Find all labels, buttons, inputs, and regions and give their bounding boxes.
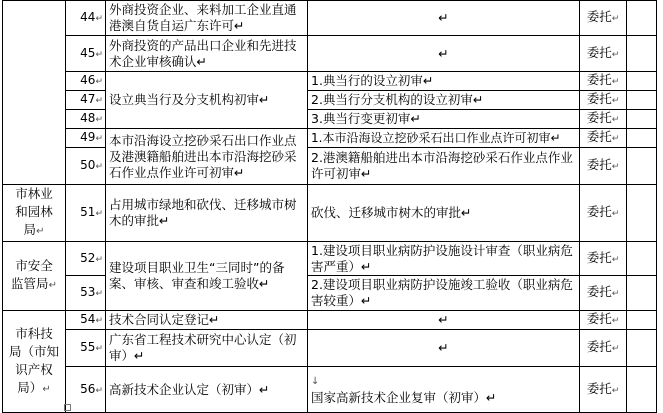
table-row [3, 311, 657, 330]
result-cell: 委托↵ [580, 367, 627, 413]
item-name: 设立典当行及分支机构初审↵ [106, 72, 308, 129]
table-row [3, 185, 657, 242]
result-cell: 委托↵ [580, 1, 627, 36]
result-cell: 委托↵ [580, 110, 627, 129]
row-number: 51↵ [66, 185, 106, 242]
item-name: 本市沿海设立挖砂采石出口作业点及港澳籍船舶进出本市沿海挖砂采石作业点作业许可初审↵ [106, 129, 308, 185]
result-cell: 委托↵ [580, 242, 627, 276]
org-cell-forestry [3, 185, 66, 242]
table-row [3, 91, 657, 110]
sub-item: ↵ [308, 330, 580, 367]
row-number: 54↵ [66, 311, 106, 330]
result-cell: 委托↵ [580, 148, 627, 185]
sub-item: ↵ [308, 1, 580, 36]
empty-cell [627, 242, 657, 276]
result-cell: 委托↵ [580, 129, 627, 148]
line-break-mark: ↓ [311, 375, 320, 387]
item-name: 外商投资企业、来料加工企业直通港澳自货自运广东许可↵ [106, 1, 308, 36]
delegation-table [2, 0, 657, 413]
empty-cell [627, 72, 657, 91]
sub-item: ↓ 国家高新技术企业复审（初审）↵ [308, 367, 580, 413]
result-cell: 委托↵ [580, 72, 627, 91]
result-cell: 委托↵ [580, 36, 627, 72]
sub-item: 1.典当行的设立初审↵ [308, 72, 580, 91]
empty-cell [627, 330, 657, 367]
item-name: 外商投资的产品出口企业和先进技术企业审核确认↵ [106, 36, 308, 72]
row-number: 52↵ [66, 242, 106, 276]
table-row [3, 367, 657, 413]
row-number: 53↵ [66, 276, 106, 311]
item-name: 广东省工程技术研究中心认定（初审）↵ [106, 330, 308, 367]
row-number: 46↵ [66, 72, 106, 91]
org-line: 市林业 [15, 186, 53, 201]
table-row [3, 242, 657, 276]
empty-cell [627, 129, 657, 148]
sub-item: 砍伐、迁移城市树木的审批↵ [308, 185, 580, 242]
empty-cell [627, 110, 657, 129]
item-name: 占用城市绿地和砍伐、迁移城市树木的审批↵ [106, 185, 308, 242]
org-line: 局↵ [23, 222, 45, 237]
org-line: 市科技 [15, 325, 53, 341]
empty-cell [627, 1, 657, 36]
org-line: 局）↵ [17, 379, 51, 395]
sub-item: 2.典当行分支机构的设立初审↵ [308, 91, 580, 110]
sub-item: 2.建设项目职业病防护设施竣工验收（职业病危害较重）↵ [308, 276, 580, 311]
org-cell-commerce [3, 1, 66, 185]
row-number: 45↵ [66, 36, 106, 72]
item-name: 高新技术企业认定（初审）↵ [106, 367, 308, 413]
org-line: 监管局↵ [11, 276, 57, 291]
result-cell: 委托↵ [580, 311, 627, 330]
sub-item: 1.建设项目职业病防护设施设计审查（职业病危害严重）↵ [308, 242, 580, 276]
table-row [3, 72, 657, 91]
org-cell-science [3, 311, 66, 413]
row-number: 50↵ [66, 148, 106, 185]
sub-item: ↵ [308, 36, 580, 72]
org-line: 局（市知 [8, 343, 59, 359]
sub-item: 1.本市沿海设立挖砂采石出口作业点许可初审↵ [308, 129, 580, 148]
sub-item: 3.典当行变更初审↵ [308, 110, 580, 129]
item-name: 建设项目职业卫生“三同时”的备案、审核、审查和竣工验收↵ [106, 242, 308, 311]
org-line: 市安全 [15, 258, 53, 273]
sub-item: 2.港澳籍船舶进出本市沿海挖砂采石作业点作业许可初审↵ [308, 148, 580, 185]
table-row [3, 1, 657, 36]
row-number: 47↵ [66, 91, 106, 110]
org-cell-safety [3, 242, 66, 311]
empty-cell [627, 276, 657, 311]
row-number: 48↵ [66, 110, 106, 129]
empty-cell [627, 311, 657, 330]
org-line: 识产权 [15, 361, 53, 377]
paragraph-end-marker [64, 404, 71, 411]
empty-cell [627, 36, 657, 72]
table-row [3, 110, 657, 129]
item-name: 技术合同认定登记↵ [106, 311, 308, 330]
table-row [3, 148, 657, 185]
row-number: 56↵ [66, 367, 106, 413]
row-number: 44↵ [66, 1, 106, 36]
row-number: 49↵ [66, 129, 106, 148]
result-cell: 委托↵ [580, 330, 627, 367]
org-line: 和园林 [15, 204, 53, 219]
table-row [3, 129, 657, 148]
empty-cell [627, 91, 657, 110]
table-row [3, 276, 657, 311]
table-row [3, 330, 657, 367]
result-cell: 委托↵ [580, 91, 627, 110]
row-number: 55↵ [66, 330, 106, 367]
sub-item: ↵ [308, 311, 580, 330]
result-cell: 委托↵ [580, 185, 627, 242]
table-row [3, 36, 657, 72]
result-cell: 委托↵ [580, 276, 627, 311]
empty-cell [627, 185, 657, 242]
empty-cell [627, 148, 657, 185]
empty-cell [627, 367, 657, 413]
